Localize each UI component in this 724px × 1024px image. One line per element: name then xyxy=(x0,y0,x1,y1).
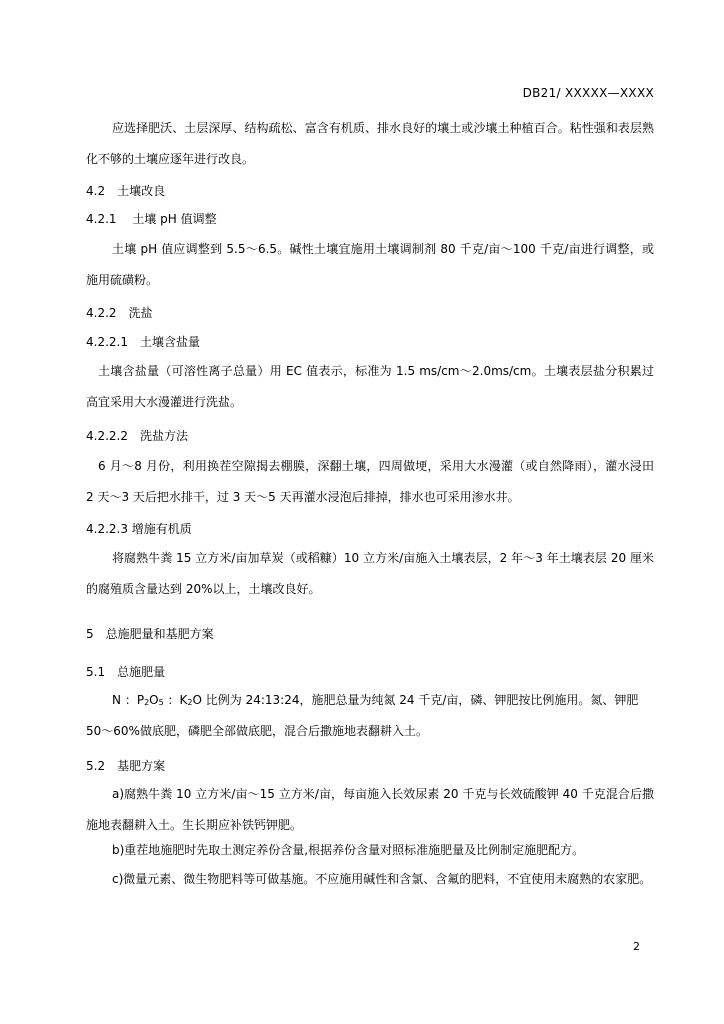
paragraph-4-2-2-1: 土壤含盐量（可溶性离子总量）用 EC 值表示，标准为 1.5 ms/cm～2.0ms/cm。土壤表层盐分积累过高宜采用大水漫灌进行洗盐。 xyxy=(86,364,654,409)
document-code-header: DB21/ XXXXX—XXXX xyxy=(522,86,654,100)
paragraph-4-2-1: 土壤 pH 值应调整到 5.5～6.5。碱性土壤宜施用土壤调制剂 80 千克/亩～100 千克/亩进行调整，或施用硫磺粉。 xyxy=(86,242,654,287)
paragraph-4-2-2-3: 将腐熟牛粪 15 立方米/亩加草炭（或稻糠）10 立方米/亩施入土壤表层，2 年～3 年土壤表层 20 厘米的腐殖质含量达到 20%以上，土壤改良好。 xyxy=(86,551,654,596)
paragraph-5-1-line1 xyxy=(112,685,638,717)
oxygen-symbol: O xyxy=(149,693,159,707)
paragraph-4-2-2-2: 6 月～8 月份，利用换茬空隙揭去棚膜，深翻土壤，四周做埂，采用大水漫灌（或自然降雨），灌水浸田 2 天～3 天后把水排干，过 3 天～5 天再灌水浸泡后排掉，排水也可采用渗水井。 xyxy=(86,459,654,504)
potassium-symbol: ：K xyxy=(167,693,188,707)
paragraph-5-2-c: c)微量元素、微生物肥料等可做基施。不应施用碱性和含氯、含氟的肥料，不宜使用未腐熟的农家肥。 xyxy=(112,872,652,886)
heading-5-1: 5.1 总施肥量 xyxy=(86,665,166,679)
heading-4-2-1: 4.2.1 土壤 pH 值调整 xyxy=(86,212,217,226)
ratio-text: O 比例为 24:13:24，施肥总量为纯氮 24 千克/亩，磷、钾肥按比例施用。氮、钾肥 xyxy=(192,693,639,707)
heading-5: 5 总施肥量和基肥方案 xyxy=(86,627,214,641)
heading-4-2-2-2: 4.2.2.2 洗盐方法 xyxy=(86,429,188,443)
heading-4-2-2-3: 4.2.2.3 增施有机质 xyxy=(86,522,192,536)
paragraph-intro: 应选择肥沃、土层深厚、结构疏松、富含有机质、排水良好的壤土或沙壤土种植百合。粘性强和表层熟化不够的土壤应逐年进行改良。 xyxy=(86,121,654,166)
heading-4-2-2-1: 4.2.2.1 土壤含盐量 xyxy=(86,335,200,349)
phosphorus-symbol: ：P xyxy=(124,693,145,707)
heading-4-2: 4.2 土壤改良 xyxy=(86,184,166,198)
nitrogen-symbol: N xyxy=(112,693,121,707)
subscript: 5 xyxy=(158,698,164,707)
page-number: 2 xyxy=(633,940,640,953)
paragraph-5-2-b: b)重茬地施肥时先取土测定养份含量,根据养份含量对照标准施肥量及比例制定施肥配方。 xyxy=(112,843,585,857)
paragraph-5-2-a: a)腐熟牛粪 10 立方米/亩～15 立方米/亩，每亩施入长效尿素 20 千克与长效硫酸钾 40 千克混合后撒施地表翻耕入土。生长期应补铁钙钾肥。 xyxy=(86,787,654,832)
paragraph-5-1-line2: 50～60%做底肥，磷肥全部做底肥，混合后撒施地表翻耕入土。 xyxy=(86,724,428,738)
heading-4-2-2: 4.2.2 洗盐 xyxy=(86,306,153,320)
heading-5-2: 5.2 基肥方案 xyxy=(86,759,166,773)
subscript: 2 xyxy=(144,698,150,707)
subscript: 2 xyxy=(187,698,193,707)
